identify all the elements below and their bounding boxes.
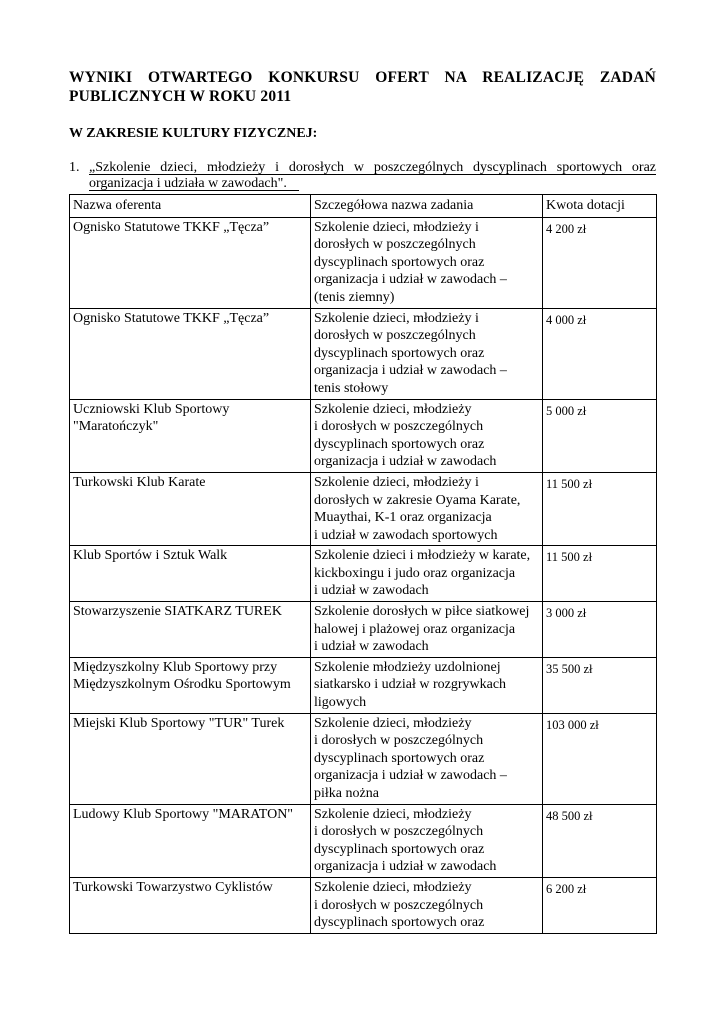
- task-cell: [311, 472, 543, 545]
- offeror-cell-line: Międzyszkolny Klub Sportowy przy: [73, 659, 278, 675]
- document-subtitle: W ZAKRESIE KULTURY FIZYCZNEJ:: [69, 126, 318, 141]
- offeror-cell-line: Uczniowski Klub Sportowy: [73, 401, 230, 417]
- task-cell-line: Szkolenie dzieci, młodzieży: [314, 715, 472, 731]
- offeror-cell: [70, 804, 311, 877]
- table-header-row: [70, 195, 657, 218]
- task-cell-line: i udział w zawodach: [314, 639, 429, 655]
- table-row: [70, 804, 657, 877]
- task-cell-line: i udział w zawodach sportowych: [314, 527, 498, 543]
- task-cell-line: organizacja i udział w zawodach: [314, 454, 497, 470]
- task-cell-line: dorosłych w zakresie Oyama Karate,: [314, 492, 521, 508]
- task-cell-line: dorosłych w poszczególnych: [314, 237, 476, 253]
- task-cell: [311, 713, 543, 804]
- task-cell-line: ligowych: [314, 695, 367, 711]
- section-text: „Szkolenie dzieci, młodzieży i dorosłych w poszczególnych dyscyplinach sportowych oraz organizacja i udziała w zawodach".: [89, 160, 656, 191]
- offeror-cell-line: Ludowy Klub Sportowy "MARATON": [73, 806, 294, 822]
- task-cell-line: dyscyplinach sportowych oraz: [314, 915, 485, 931]
- table-body: [70, 217, 657, 933]
- offeror-cell: [70, 657, 311, 713]
- amount-cell: 3 000 zł: [543, 602, 657, 658]
- task-cell-line: i dorosłych w poszczególnych: [314, 419, 484, 435]
- task-cell-line: i dorosłych w poszczególnych: [314, 824, 484, 840]
- table-row: [70, 657, 657, 713]
- header-task: Szczegółowa nazwa zadania: [311, 195, 543, 218]
- offeror-cell-line: Ognisko Statutowe TKKF „Tęcza”: [73, 219, 270, 235]
- task-cell-line: Szkolenie młodzieży uzdolnionej: [314, 659, 501, 675]
- task-cell: [311, 217, 543, 308]
- offeror-cell-line: Międzyszkolnym Ośrodku Sportowym: [73, 677, 291, 693]
- task-cell-line: siatkarsko i udział w rozgrywkach: [314, 677, 507, 693]
- amount-cell: 48 500 zł: [543, 804, 657, 877]
- offeror-cell-line: Ognisko Statutowe TKKF „Tęcza”: [73, 310, 270, 326]
- offers-table: [69, 194, 657, 934]
- offeror-cell-line: "Maratończyk": [73, 419, 159, 435]
- task-cell-line: dorosłych w poszczególnych: [314, 328, 476, 344]
- amount-cell: 103 000 zł: [543, 713, 657, 804]
- task-cell-line: Szkolenie dzieci, młodzieży i: [314, 219, 479, 235]
- task-cell-line: piłka nożna: [314, 786, 379, 801]
- task-cell: [311, 399, 543, 472]
- offeror-cell-line: Klub Sportów i Sztuk Walk: [73, 548, 228, 564]
- header-amount: Kwota dotacji: [543, 195, 657, 218]
- task-cell-line: i dorosłych w poszczególnych: [314, 733, 484, 749]
- table-row: [70, 546, 657, 602]
- offeror-cell: [70, 472, 311, 545]
- document-title: WYNIKI OTWARTEGO KONKURSU OFERT NA REALIZACJĘ ZADAŃ PUBLICZNYCH W ROKU 2011: [69, 69, 656, 105]
- offeror-cell: [70, 217, 311, 308]
- offeror-cell: [70, 602, 311, 658]
- header-offeror: Nazwa oferenta: [70, 195, 311, 218]
- task-cell: [311, 546, 543, 602]
- task-cell-line: Muaythai, K-1 oraz organizacja: [314, 510, 492, 526]
- section-number: 1.: [69, 160, 80, 175]
- amount-cell: 6 200 zł: [543, 877, 657, 933]
- task-cell-line: Szkolenie dorosłych w piłce siatkowej: [314, 604, 530, 620]
- amount-cell: 4 200 zł: [543, 217, 657, 308]
- offeror-cell: [70, 877, 311, 933]
- task-cell: [311, 308, 543, 399]
- task-cell-line: Szkolenie dzieci, młodzieży i: [314, 310, 479, 326]
- task-cell-line: i udział w zawodach: [314, 583, 429, 599]
- offeror-cell: [70, 399, 311, 472]
- section-heading: [69, 160, 656, 192]
- offeror-cell-line: Stowarzyszenie SIATKARZ TUREK: [73, 604, 282, 620]
- amount-cell: 4 000 zł: [543, 308, 657, 399]
- table-row: [70, 713, 657, 804]
- task-cell-line: organizacja i udział w zawodach –: [314, 768, 507, 784]
- task-cell: [311, 657, 543, 713]
- task-cell-line: Szkolenie dzieci, młodzieży: [314, 879, 472, 895]
- task-cell-line: dyscyplinach sportowych oraz: [314, 254, 485, 270]
- amount-cell: 5 000 zł: [543, 399, 657, 472]
- task-cell-line: Szkolenie dzieci i młodzieży w karate,: [314, 548, 531, 564]
- amount-cell: 11 500 zł: [543, 546, 657, 602]
- offeror-cell: [70, 546, 311, 602]
- amount-cell: 11 500 zł: [543, 472, 657, 545]
- task-cell-line: organizacja i udział w zawodach –: [314, 363, 507, 379]
- section-underline: [89, 174, 656, 175]
- task-cell-line: i dorosłych w poszczególnych: [314, 897, 484, 913]
- table-row: [70, 877, 657, 933]
- table-row: [70, 472, 657, 545]
- task-cell-line: kickboxingu i judo oraz organizacja: [314, 565, 516, 581]
- task-cell-line: (tenis ziemny): [314, 289, 395, 305]
- offeror-cell-line: Turkowski Towarzystwo Cyklistów: [73, 879, 273, 895]
- offeror-cell-line: Miejski Klub Sportowy "TUR" Turek: [73, 715, 285, 731]
- task-cell-line: organizacja i udział w zawodach –: [314, 272, 507, 288]
- amount-cell: 35 500 zł: [543, 657, 657, 713]
- task-cell-line: tenis stołowy: [314, 380, 389, 396]
- task-cell: [311, 804, 543, 877]
- table-row: [70, 602, 657, 658]
- task-cell-line: dyscyplinach sportowych oraz: [314, 841, 485, 857]
- offeror-cell: [70, 308, 311, 399]
- task-cell-line: dyscyplinach sportowych oraz: [314, 436, 485, 452]
- task-cell-line: dyscyplinach sportowych oraz: [314, 345, 485, 361]
- task-cell-line: halowej i plażowej oraz organizacja: [314, 621, 516, 637]
- offeror-cell: [70, 713, 311, 804]
- task-cell-line: dyscyplinach sportowych oraz: [314, 750, 485, 766]
- offeror-cell-line: Turkowski Klub Karate: [73, 474, 206, 490]
- table-row: [70, 308, 657, 399]
- table-row: [70, 399, 657, 472]
- task-cell-line: Szkolenie dzieci, młodzieży i: [314, 474, 479, 490]
- table-row: [70, 217, 657, 308]
- task-cell-line: organizacja i udział w zawodach: [314, 859, 497, 875]
- task-cell-line: Szkolenie dzieci, młodzieży: [314, 401, 472, 417]
- section-underline: [89, 190, 299, 191]
- task-cell: [311, 877, 543, 933]
- task-cell-line: Szkolenie dzieci, młodzieży: [314, 806, 472, 822]
- task-cell: [311, 602, 543, 658]
